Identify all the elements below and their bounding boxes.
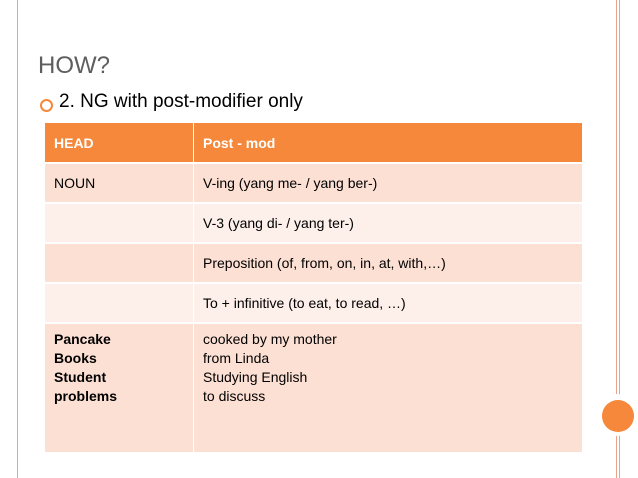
table-row-examples: [45, 323, 583, 453]
table-row: [45, 203, 583, 243]
table-row: [45, 243, 583, 283]
cell-post-mod: V-3 (yang di- / yang ter-): [194, 203, 583, 243]
slide-title: HOW?: [38, 52, 110, 79]
example-head: Books: [54, 350, 97, 366]
left-border-line: [17, 0, 18, 478]
example-post-mod: from Linda: [203, 350, 270, 366]
table-row: [45, 283, 583, 323]
cell-post-mod: To + infinitive (to eat, to read, …): [194, 283, 583, 323]
example-post-mod: to discuss: [203, 388, 266, 404]
bullet-text: 2. NG with post-modifier only: [59, 91, 303, 112]
cell-example-post-mods: [194, 323, 583, 453]
cell-head: NOUN: [45, 163, 194, 203]
header-post-mod: Post - mod: [194, 122, 583, 163]
cell-post-mod: Preposition (of, from, on, in, at, with,…): [194, 243, 583, 283]
cell-example-heads: [45, 323, 194, 453]
example-post-mod: Studying English: [203, 369, 308, 385]
example-post-mod: cooked by my mother: [203, 331, 337, 347]
corner-circle-decoration: [602, 400, 634, 432]
modifier-table: [44, 121, 583, 454]
table-row: [45, 163, 583, 203]
bullet-ring-icon: [40, 99, 53, 112]
header-head: HEAD: [45, 122, 194, 163]
example-head: Pancake: [54, 331, 111, 347]
table-header-row: [45, 122, 583, 163]
cell-head: [45, 243, 194, 283]
cell-head: [45, 203, 194, 243]
example-head: Student: [54, 369, 107, 385]
cell-post-mod: V-ing (yang me- / yang ber-): [194, 163, 583, 203]
example-head: problems: [54, 388, 118, 404]
cell-head: [45, 283, 194, 323]
